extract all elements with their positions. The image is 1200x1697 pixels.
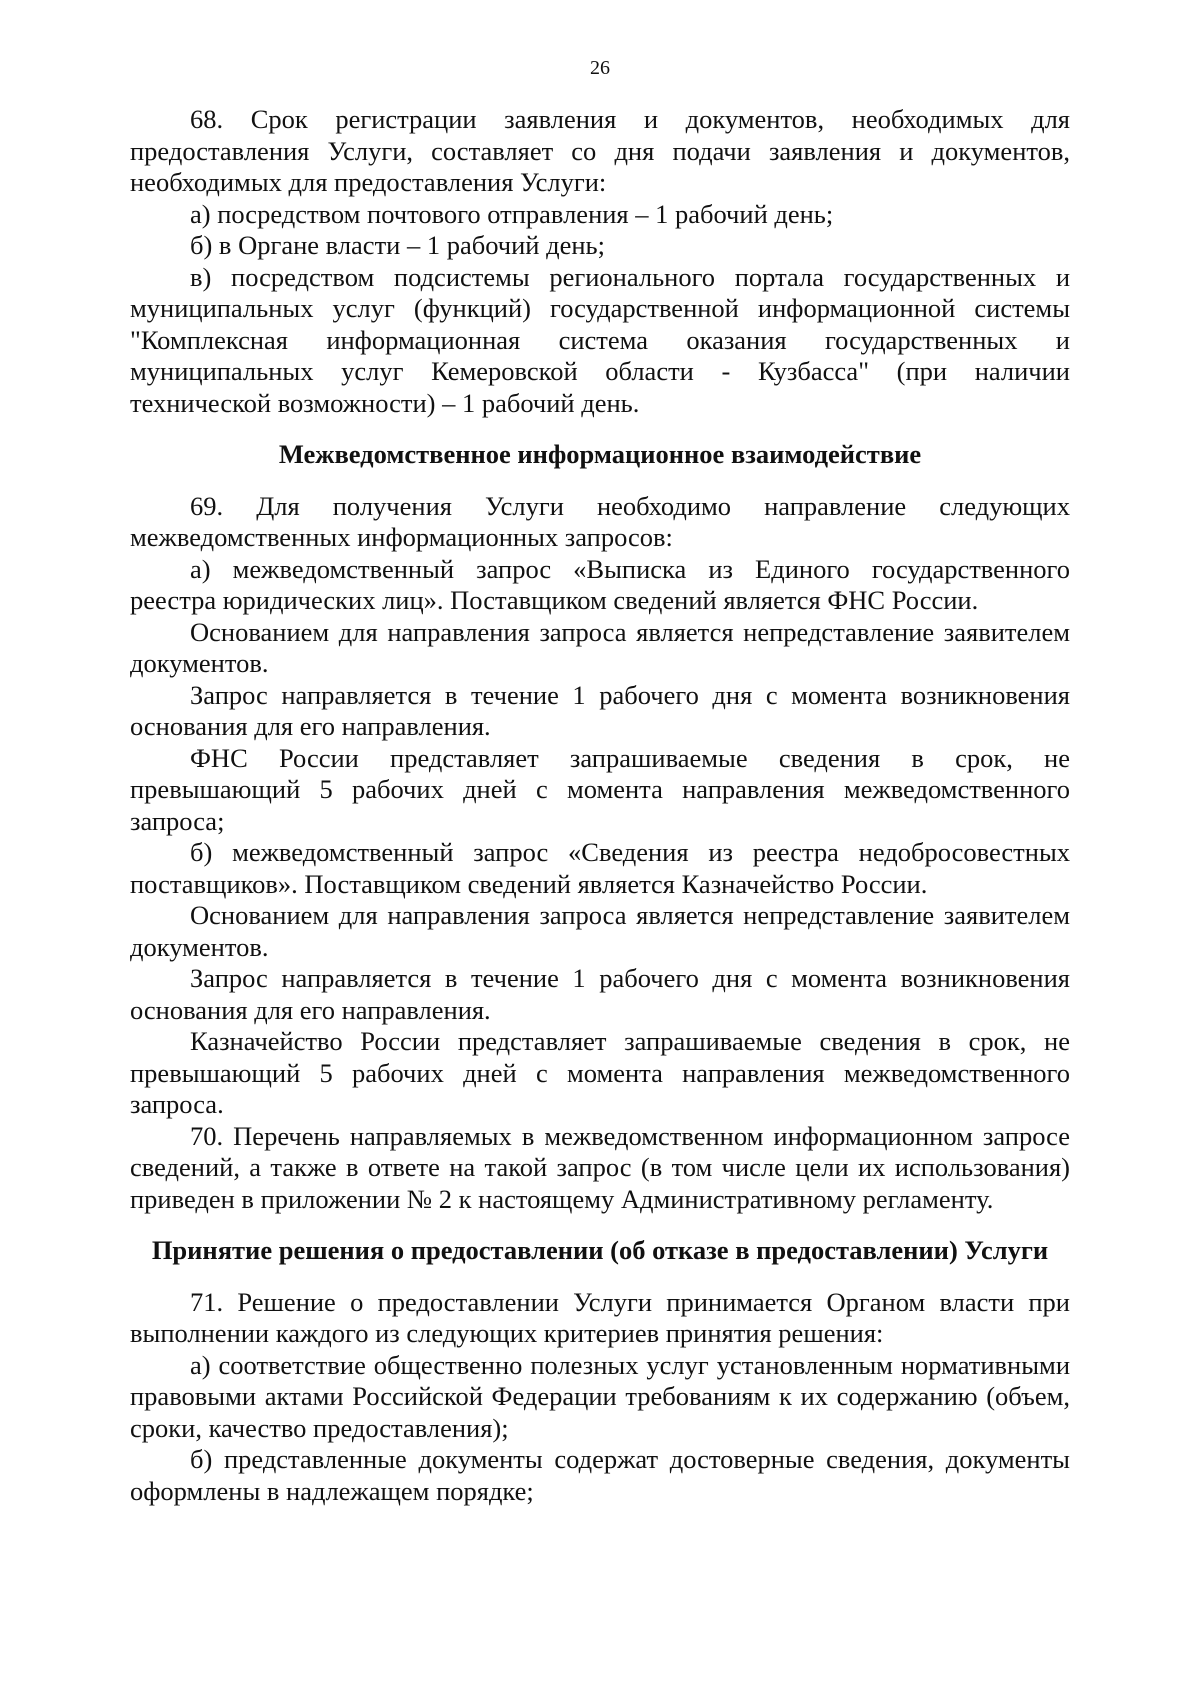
paragraph-68: 68. Срок регистрации заявления и документов, необходимых для предоставления Услуги, составляет со дня подачи заявления и документов, необходимых для предоставления Услуги:	[130, 104, 1070, 197]
paragraph-69-b: б) межведомственный запрос «Сведения из реестра недобросовестных поставщиков». Поставщиком сведений является Казначейство России.	[130, 837, 1070, 899]
paragraph-68-b: б) в Органе власти – 1 рабочий день;	[190, 230, 605, 260]
paragraph-69-b-term: Запрос направляется в течение 1 рабочего дня с момента возникновения основания для его направления.	[130, 963, 1070, 1025]
page-number: 26	[590, 57, 610, 79]
paragraph-69-a: а) межведомственный запрос «Выписка из Единого государственного реестра юридических лиц». Поставщиком сведений является ФНС России.	[130, 553, 1070, 615]
paragraph-68-a: а) посредством почтового отправления – 1 рабочий день;	[190, 198, 834, 229]
paragraph-71-b: б) представленные документы содержат достоверные сведения, документы оформлены в надлежащем порядке;	[130, 1444, 1070, 1506]
paragraph-69-b-basis: Основанием для направления запроса является непредставление заявителем документов.	[130, 900, 1070, 962]
paragraph-70: 70. Перечень направляемых в межведомственном информационном запросе сведений, а также в ответе на такой запрос (в том числе цели их использования) приведен в приложении № 2 к настоящему Административному регламенту.	[130, 1120, 1070, 1214]
paragraph-69: 69. Для получения Услуги необходимо направление следующих межведомственных информационных запросов:	[130, 490, 1070, 552]
paragraph-69-a-term: Запрос направляется в течение 1 рабочего дня с момента возникновения основания для его направления.	[130, 679, 1070, 741]
paragraph-71: 71. Решение о предоставлении Услуги принимается Органом власти при выполнении каждого из следующих критериев принятия решения:	[130, 1286, 1070, 1348]
document-body	[130, 104, 1070, 1507]
section-heading-decision: Принятие решения о предоставлении (об отказе в предоставлении) Услуги	[151, 1235, 1049, 1265]
paragraph-69-a-basis: Основанием для направления запроса является непредставление заявителем документов.	[130, 616, 1070, 678]
paragraph-71-a: а) соответствие общественно полезных услуг установленным нормативными правовыми актами Российской Федерации требованиям к их содержанию (объем, сроки, качество предоставления);	[130, 1349, 1070, 1443]
paragraph-69-b-response: Казначейство России представляет запрашиваемые сведения в срок, не превышающий 5 рабочих дней с момента направления межведомственного запроса.	[130, 1026, 1070, 1119]
paragraph-69-a-response: ФНС России представляет запрашиваемые сведения в срок, не превышающий 5 рабочих дней с момента направления межведомственного запроса;	[130, 742, 1070, 836]
paragraph-68-v: в) посредством подсистемы регионального портала государственных и муниципальных услуг (функций) государственной информационной системы "Комплексная информационная система оказания государственных и муниципальных услуг Кемеровской области - Кузбасса" (при наличии технической возможности) – 1 рабочий день.	[130, 261, 1070, 418]
section-heading-interagency: Межведомственное информационное взаимодействие	[278, 439, 922, 469]
